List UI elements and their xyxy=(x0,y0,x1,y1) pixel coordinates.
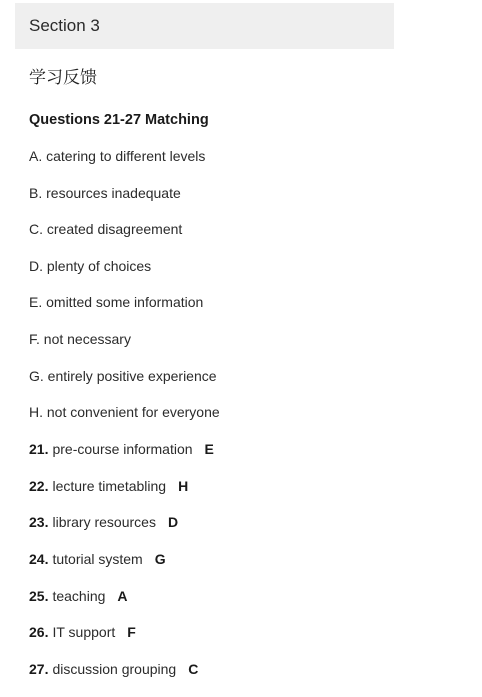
section-header-bar xyxy=(15,3,394,49)
answer-row-21 xyxy=(29,440,214,477)
answer-row-24 xyxy=(29,550,214,587)
option-c: C. created disagreement xyxy=(29,221,183,238)
option-h: H. not convenient for everyone xyxy=(29,404,220,421)
question-text: discussion grouping xyxy=(52,661,177,678)
answer-row-22 xyxy=(29,477,214,514)
option-b: B. resources inadequate xyxy=(29,184,181,201)
question-number: 25. xyxy=(29,587,49,604)
answer-row-26 xyxy=(29,623,214,660)
question-answer: C xyxy=(188,661,199,678)
feedback-heading: 学习反馈 xyxy=(29,68,97,88)
answer-row-25 xyxy=(29,587,214,624)
question-answer: E xyxy=(204,441,214,457)
question-text: teaching xyxy=(52,587,106,604)
question-number: 26. xyxy=(29,624,49,641)
question-answer: G xyxy=(154,551,166,568)
option-e: E. omitted some information xyxy=(29,294,204,311)
answer-row-23 xyxy=(29,513,214,550)
question-number: 27. xyxy=(29,661,49,678)
question-text: IT support xyxy=(52,624,116,641)
question-text: tutorial system xyxy=(52,551,143,568)
question-answer: H xyxy=(178,477,189,494)
options-list xyxy=(29,147,220,440)
question-number: 24. xyxy=(29,551,49,568)
question-number: 21. xyxy=(29,441,49,457)
question-answer: D xyxy=(167,514,179,531)
questions-heading: Questions 21-27 Matching xyxy=(29,112,209,128)
question-text: pre-course information xyxy=(52,441,193,457)
question-text: library resources xyxy=(52,514,156,531)
option-f: F. not necessary xyxy=(29,330,131,347)
question-answer: A xyxy=(117,587,128,604)
question-number: 22. xyxy=(29,477,49,494)
answer-row-27 xyxy=(29,660,214,697)
question-number: 23. xyxy=(29,514,49,531)
answers-list xyxy=(29,440,214,697)
question-answer: F xyxy=(127,624,136,641)
question-text: lecture timetabling xyxy=(52,477,167,494)
option-d: D. plenty of choices xyxy=(29,257,152,274)
section-title: Section 3 xyxy=(29,16,100,35)
option-g: G. entirely positive experience xyxy=(29,367,217,384)
option-a: A. catering to different levels xyxy=(29,148,206,164)
